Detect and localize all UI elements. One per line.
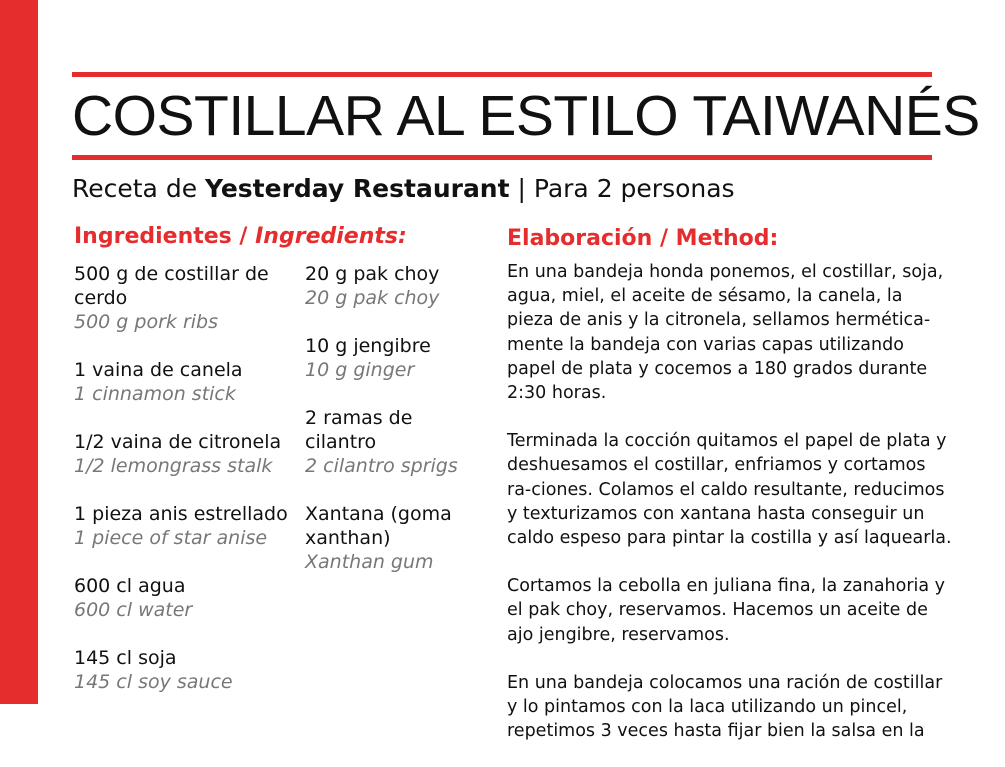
ingredient-item (74, 646, 306, 694)
ingredient-en: 500 g pork ribs (74, 311, 218, 333)
ingredient-item (74, 358, 306, 406)
method-paragraph: En una bandeja colocamos una ración de costillar y lo pintamos con la laca utilizando un pincel, repetimos 3 veces hasta fijar bien la salsa en la (507, 672, 943, 742)
side-color-band (0, 0, 38, 704)
ingredient-es: 20 g pak choy (305, 263, 440, 285)
title-top-rule (72, 72, 932, 77)
ingredient-en: 600 cl water (74, 599, 193, 621)
ingredient-es: 1/2 vaina de citronela (74, 431, 282, 453)
ingredient-en: 1/2 lemongrass stalk (74, 455, 273, 477)
ingredients-column-1 (74, 262, 306, 718)
ingredient-item (74, 430, 306, 478)
ingredient-en: Xanthan gum (305, 551, 434, 573)
title-bottom-rule (72, 155, 932, 160)
restaurant-name: Yesterday Restaurant (205, 174, 510, 203)
method-paragraph: Terminada la cocción quitamos el papel de plata y deshuesamos el costillar, enfriamos y cortamos ra-ciones. Colamos el caldo resultante, reducimos y texturizamos con xantana hasta conseguir un caldo espeso para pintar la costilla y así laquearla. (507, 431, 952, 549)
ingredient-es: 1 pieza anis estrellado (74, 503, 288, 525)
method-heading: Elaboración / Method: (507, 226, 779, 251)
ingredient-es: Xantana (goma xanthan) (305, 503, 452, 549)
ingredients-heading-es: Ingredientes / (74, 224, 256, 249)
ingredient-es: 1 vaina de canela (74, 359, 243, 381)
ingredient-item (74, 262, 306, 334)
ingredient-es: 10 g jengibre (305, 335, 431, 357)
servings-text: | Para 2 personas (509, 174, 735, 203)
ingredient-en: 20 g pak choy (305, 287, 440, 309)
ingredient-en: 145 cl soy sauce (74, 671, 233, 693)
ingredient-en: 2 cilantro sprigs (305, 455, 458, 477)
ingredients-heading (74, 222, 407, 252)
ingredient-en: 1 cinnamon stick (74, 383, 236, 405)
method-paragraph: En una bandeja honda ponemos, el costillar, soja, agua, miel, el aceite de sésamo, la canela, la pieza de anis y la citronela, sellamos hermética-mente la bandeja con varias capas utilizando papel de plata y cocemos a 180 grados durante 2:30 horas. (507, 262, 944, 404)
ingredients-column-2 (305, 262, 485, 598)
ingredients-heading-en: Ingredients: (255, 224, 407, 249)
ingredient-item (305, 406, 485, 478)
ingredient-en: 1 piece of star anise (74, 527, 268, 549)
subtitle-prefix: Receta de (72, 174, 206, 203)
recipe-subtitle (72, 172, 932, 206)
ingredient-item (74, 574, 306, 622)
ingredient-item (305, 502, 485, 574)
ingredient-es: 500 g de costillar de cerdo (74, 263, 269, 309)
ingredient-item (305, 334, 485, 382)
method-text (507, 260, 952, 767)
ingredient-es: 600 cl agua (74, 575, 186, 597)
ingredient-en: 10 g ginger (305, 359, 415, 381)
method-paragraph: Cortamos la cebolla en juliana fina, la zanahoria y el pak choy, reservamos. Hacemos un aceite de ajo jengibre, reservamos. (507, 576, 946, 645)
recipe-title: COSTILLAR AL ESTILO TAIWANÉS (72, 84, 980, 148)
ingredient-es: 2 ramas de cilantro (305, 407, 413, 453)
ingredient-item (305, 262, 485, 310)
ingredient-item (74, 502, 306, 550)
ingredient-es: 145 cl soja (74, 647, 177, 669)
